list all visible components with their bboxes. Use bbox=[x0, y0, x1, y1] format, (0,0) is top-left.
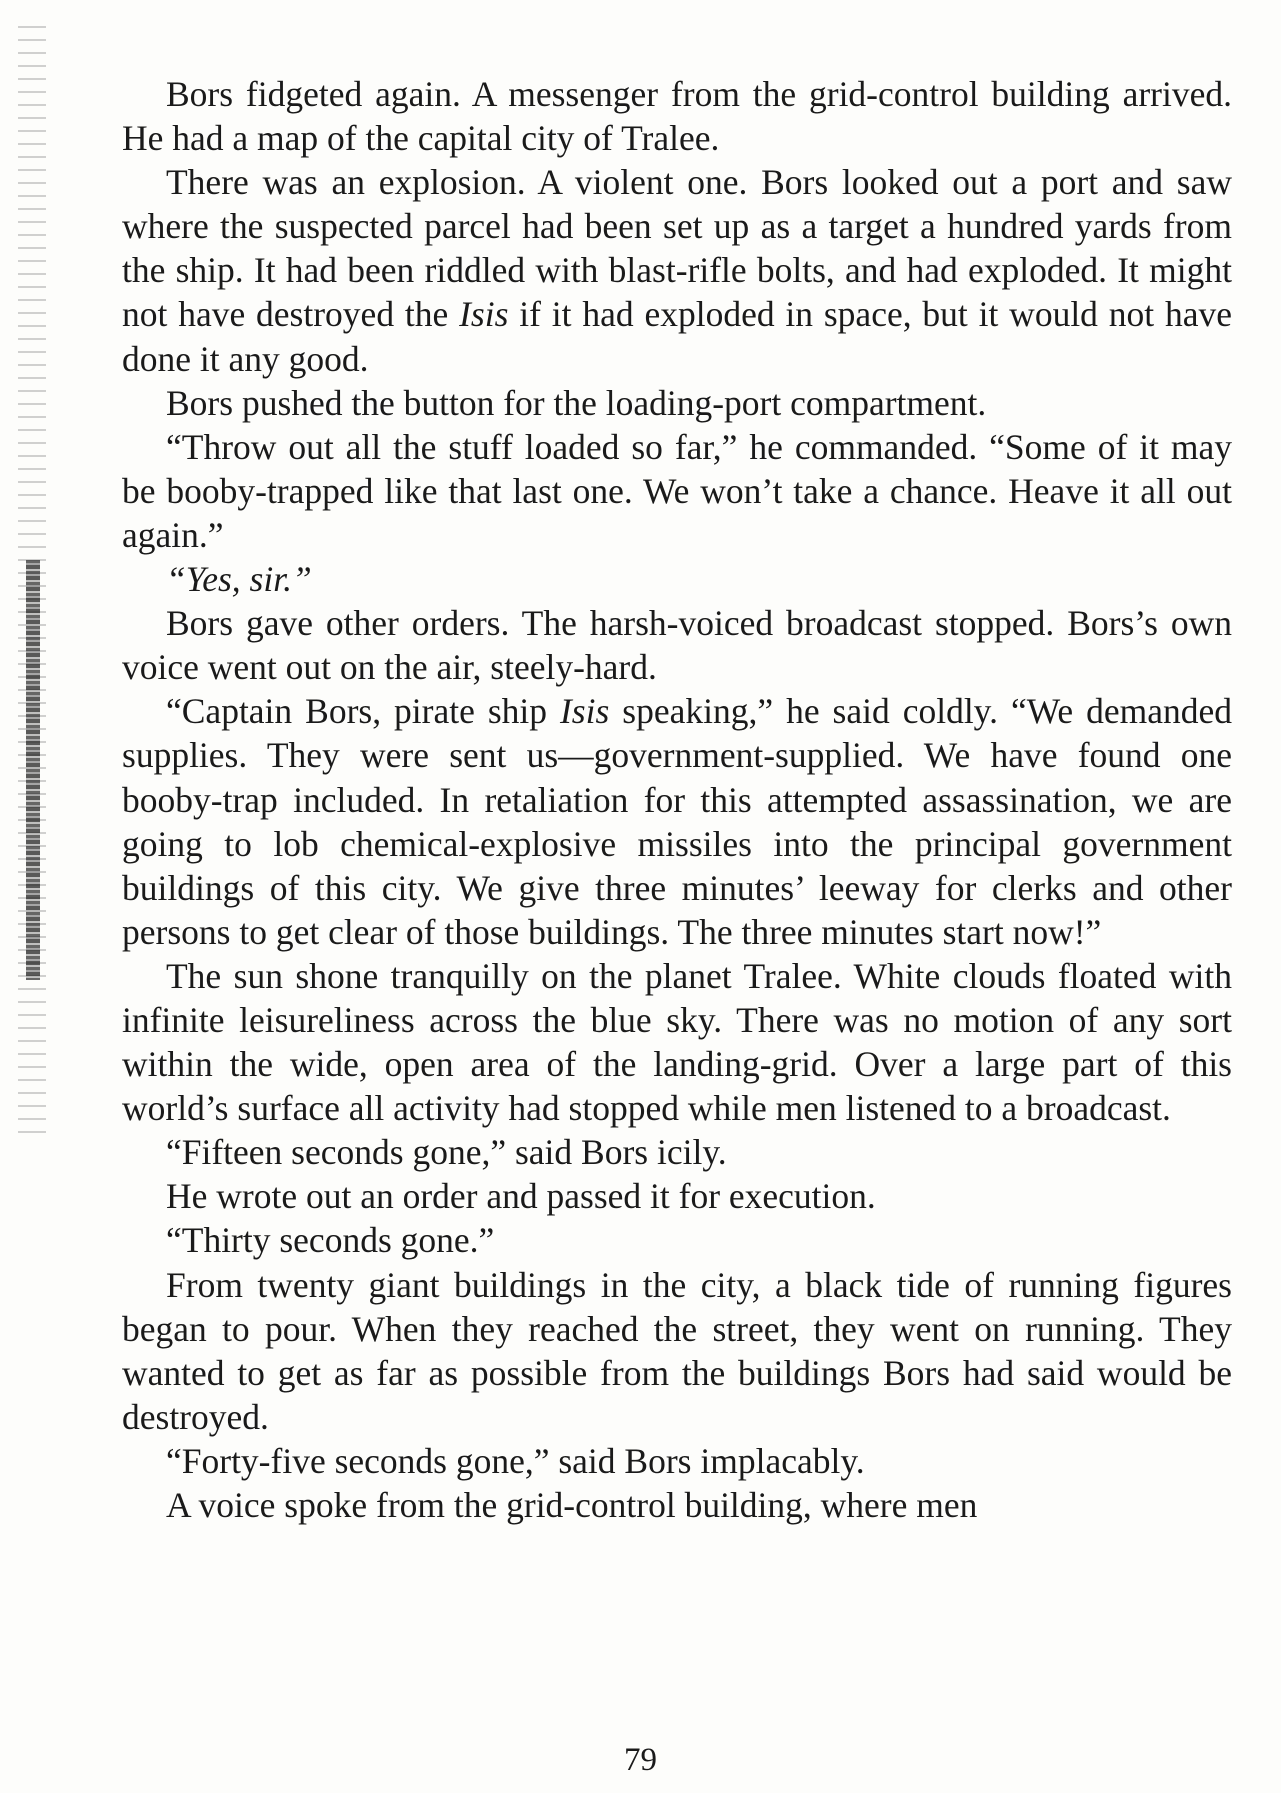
ship-name: Isis bbox=[459, 294, 509, 335]
paragraph: The sun shone tranquilly on the planet Tralee. White clouds floated with infinite leisureliness across the blue sky. There was no motion of any sort within the wide, open area of the landing-grid. Over a large part of this world’s surface all activity had stopped while men listened to a broadcast. bbox=[122, 955, 1232, 1129]
paragraph: From twenty giant buildings in the city, a black tide of running figures began to pour. When they reached the street, they went on running. They wanted to get as far as possible from the buildings Bors had said would be destroyed. bbox=[122, 1264, 1232, 1437]
paragraph: “Fifteen seconds gone,” said Bors icily. bbox=[166, 1132, 727, 1173]
paragraph: He wrote out an order and passed it for execution. bbox=[166, 1176, 876, 1217]
paragraph: A voice spoke from the grid-control building, where men bbox=[166, 1485, 978, 1525]
ship-name: Isis bbox=[559, 691, 610, 732]
page-body-text bbox=[122, 72, 1232, 1527]
paragraph: Bors gave other orders. The harsh-voiced broadcast stopped. Bors’s own voice went out on the air, steely-hard. bbox=[122, 603, 1232, 688]
paragraph: There was an explosion. A violent one. Bors looked out a port and saw where the suspected parcel had been set up as a target a hundred yards from the ship. It had been riddled with blast-rifle bolts, and had exploded. It might not have destroyed the Isis if it had exploded in space, but it would not have done it any good. bbox=[122, 162, 1232, 379]
paragraph: “Throw out all the stuff loaded so far,” he commanded. “Some of it may be booby-trapped like that last one. We won’t take a chance. Heave it all out again.” bbox=[122, 426, 1232, 555]
paragraph: “Captain Bors, pirate ship Isis speaking,” he said coldly. “We demanded supplies. They were sent us—government-supplied. We have found one booby-trap included. In retaliation for this attempted assassination, we are going to lob chemical-explosive missiles into the principal government buildings of this city. We give three minutes’ leeway for clerks and other persons to get clear of those buildings. The three minutes start now!” bbox=[122, 691, 1232, 952]
paragraph: “Yes, sir.” bbox=[166, 559, 312, 600]
paragraph: “Forty-five seconds gone,” said Bors implacably. bbox=[166, 1440, 865, 1481]
paragraph: “Thirty seconds gone.” bbox=[166, 1220, 495, 1261]
binding-edge-dark-strip bbox=[26, 560, 40, 980]
paragraph: Bors fidgeted again. A messenger from the grid-control building arrived. He had a map of the capital city of Tralee. bbox=[122, 74, 1232, 159]
page-number: 79 bbox=[624, 1742, 657, 1778]
paragraph: Bors pushed the button for the loading-port compartment. bbox=[166, 382, 987, 423]
